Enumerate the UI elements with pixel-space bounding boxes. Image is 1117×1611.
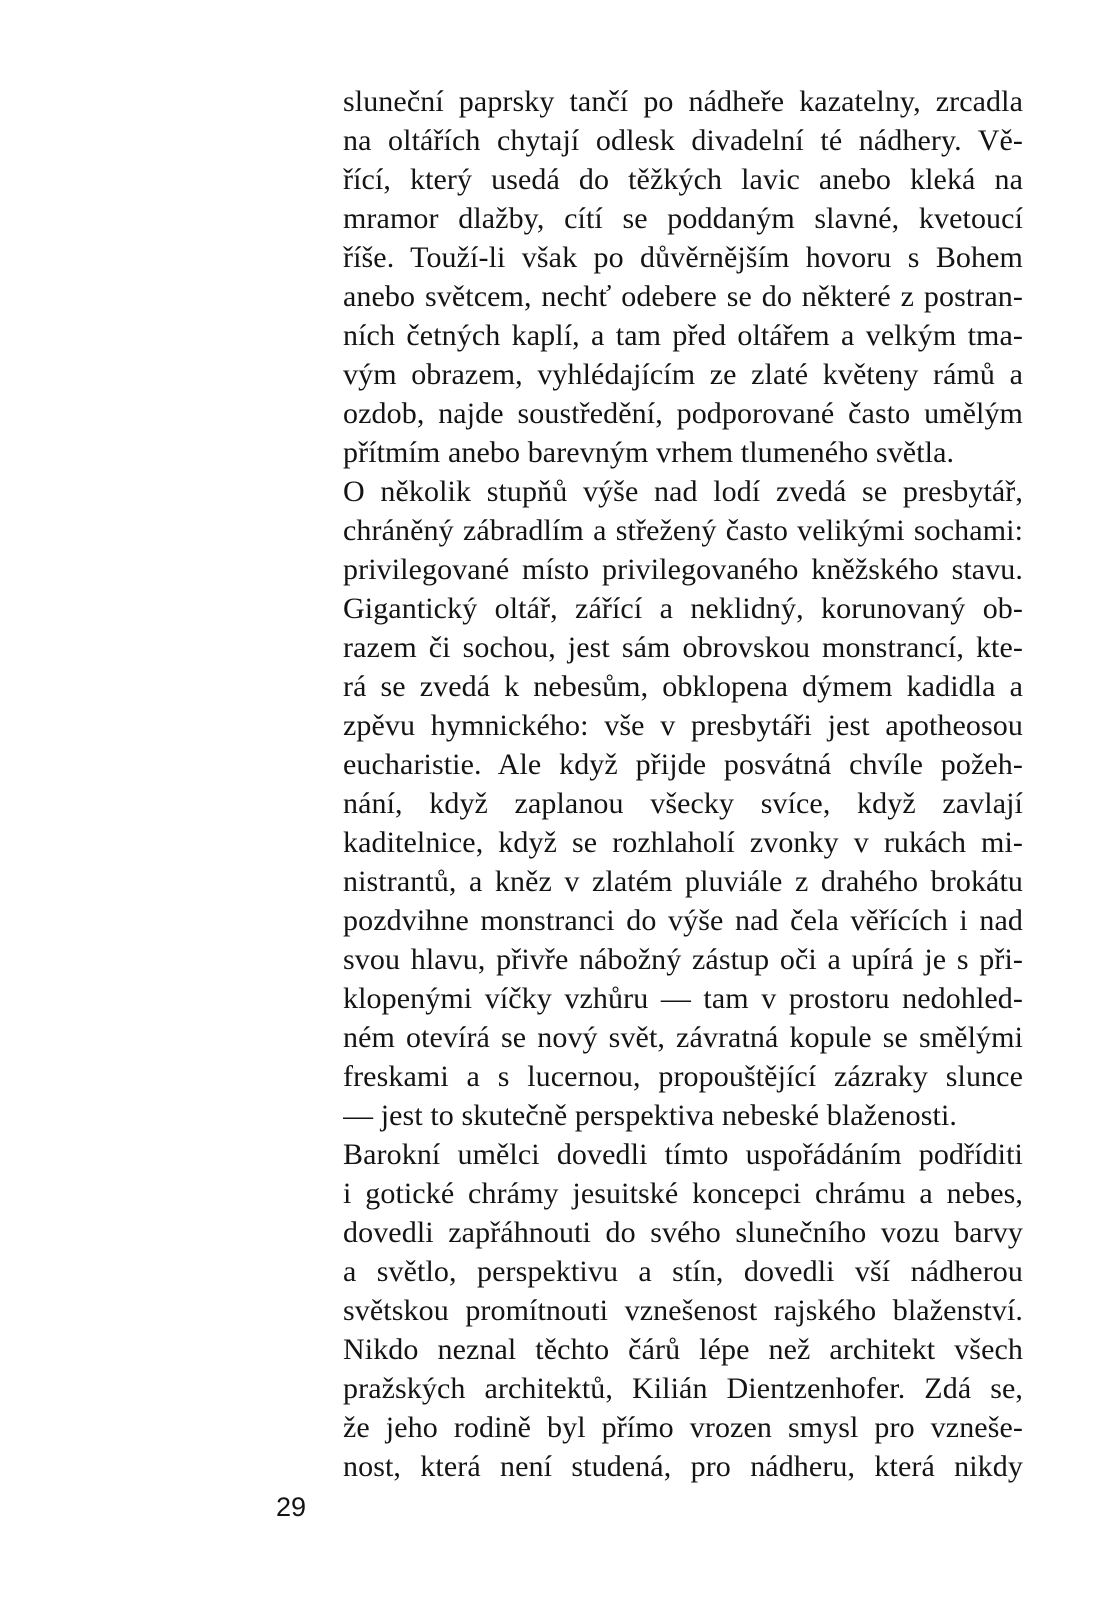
text-line: a světlo, perspektivu a stín, dovedli vší nádherou [343,1255,1023,1288]
text-line: zpěvu hymnického: vše v presbytáři jest apotheosou [343,709,1023,742]
text-line: Barokní umělci dovedli tímto uspořádáním podříditi [343,1138,1023,1171]
text-line: privilegované místo privilegovaného kněžského stavu. [343,553,1023,586]
text-line: pozdvihne monstranci do výše nad čela věřících i nad [343,904,1023,937]
text-line: na oltářích chytají odlesk divadelní té nádhery. Vě- [343,124,1023,157]
text-line: světskou promítnouti vznešenost rajského blaženství. [343,1294,1023,1327]
text-line: Gigantický oltář, zářící a neklidný, korunovaný ob- [343,592,1023,625]
text-line: i gotické chrámy jesuitské koncepci chrámu a nebes, [343,1177,1023,1210]
text-line: razem či sochou, jest sám obrovskou monstrancí, kte- [343,631,1023,664]
text-line: řící, který usedá do těžkých lavic anebo kleká na [343,163,1023,196]
text-line: eucharistie. Ale když přijde posvátná chvíle požeh- [343,748,1023,781]
text-line: — jest to skutečně perspektiva nebeské blaženosti. [343,1099,957,1132]
text-line: chráněný zábradlím a střežený často velikými sochami: [343,514,1023,547]
text-line: svou hlavu, přivře nábožný zástup oči a upírá je s při- [343,943,1023,976]
page-number: 29 [276,1492,307,1522]
text-line: klopenými víčky vzhůru — tam v prostoru nedohled- [343,982,1023,1015]
text-line: anebo světcem, nechť odebere se do některé z postran- [343,280,1023,313]
text-line: nistrantů, a kněz v zlatém pluviále z drahého brokátu [343,865,1023,898]
text-line: nost, která není studená, pro nádheru, která nikdy [343,1450,1023,1483]
text-line: vým obrazem, vyhlédajícím ze zlaté květeny rámů a [343,358,1023,391]
text-line: říše. Touží-li však po důvěrnějším hovoru s Bohem [343,241,1023,274]
text-line: sluneční paprsky tančí po nádheře kazatelny, zrcadla [343,85,1023,118]
text-line: O několik stupňů výše nad lodí zvedá se presbytář, [343,475,1023,508]
text-line: nání, když zaplanou všecky svíce, když zavlají [343,787,1023,820]
body-text [343,82,1023,1486]
text-line: ném otevírá se nový svět, závratná kopule se smělými [343,1021,1023,1054]
text-line: přítmím anebo barevným vrhem tlumeného světla. [343,436,955,469]
text-line: ních četných kaplí, a tam před oltářem a velkým tma- [343,319,1023,352]
text-line: dovedli zapřáhnouti do svého slunečního vozu barvy [343,1216,1023,1249]
text-line: kaditelnice, když se rozhlaholí zvonky v rukách mi- [343,826,1023,859]
text-line: freskami a s lucernou, propouštějící zázraky slunce [343,1060,1023,1093]
text-line: mramor dlažby, cítí se poddaným slavné, kvetoucí [343,202,1023,235]
text-line: ozdob, najde soustředění, podporované často umělým [343,397,1023,430]
text-line: rá se zvedá k nebesům, obklopena dýmem kadidla a [343,670,1023,703]
text-line: Nikdo neznal těchto čárů lépe než architekt všech [343,1333,1023,1366]
text-line: pražských architektů, Kilián Dientzenhofer. Zdá se, [343,1372,1023,1405]
text-line: že jeho rodině byl přímo vrozen smysl pro vzneše- [343,1411,1023,1444]
